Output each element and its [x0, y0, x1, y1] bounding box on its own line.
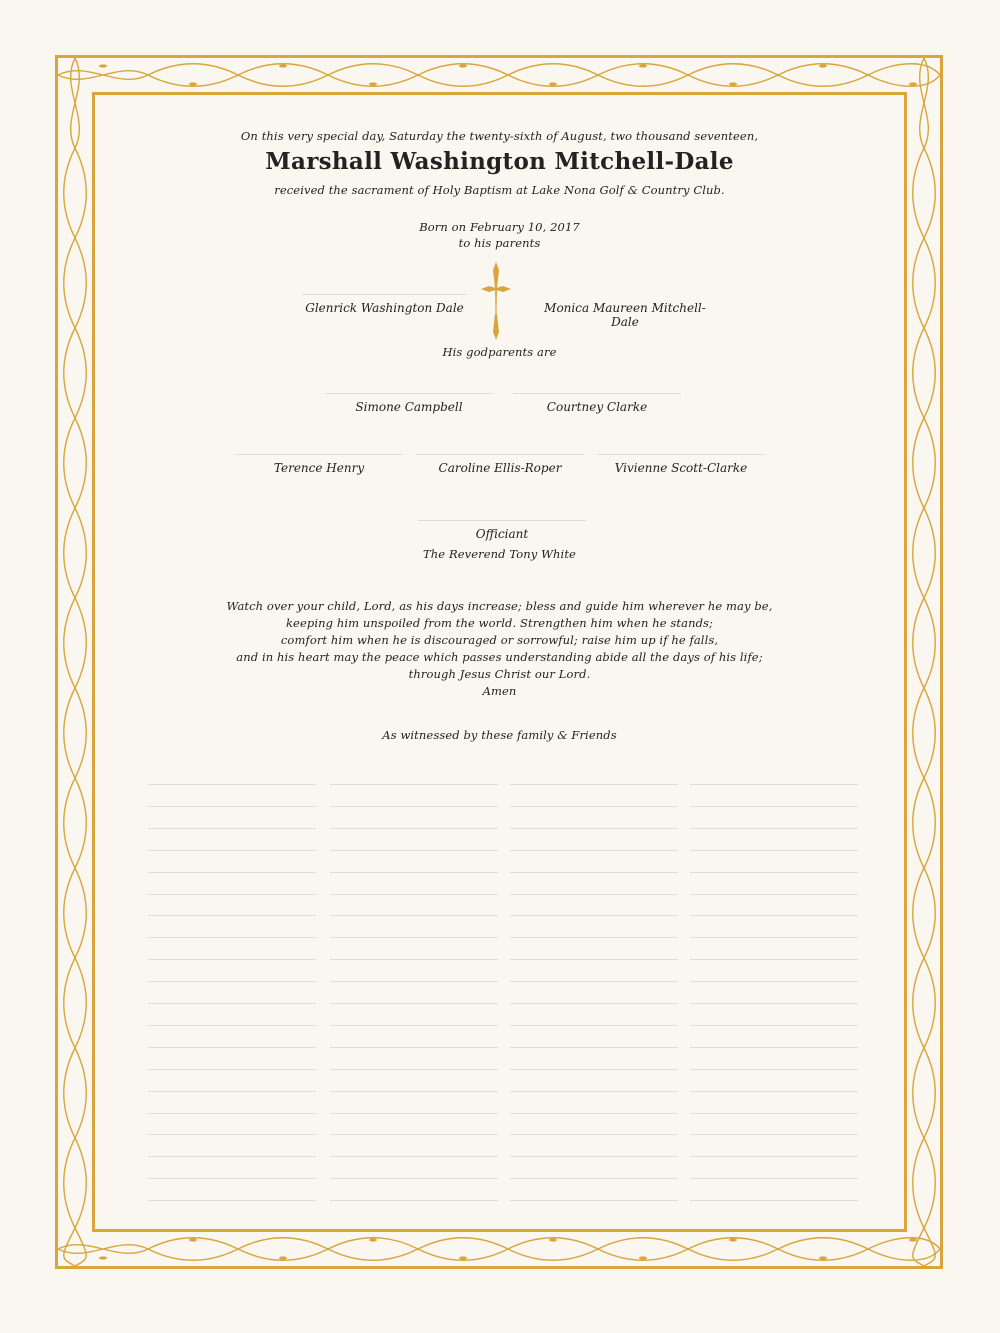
witness-signature-line[interactable] — [330, 828, 498, 829]
witness-signature-line[interactable] — [330, 1003, 498, 1004]
witness-signature-line[interactable] — [510, 1003, 678, 1004]
witness-signature-line[interactable] — [510, 981, 678, 982]
prayer-line-4: and in his heart may the peace which passes understanding abide all the days of his life; — [236, 650, 763, 664]
witness-signature-line[interactable] — [148, 872, 316, 873]
witness-signature-line[interactable] — [330, 850, 498, 851]
witness-signature-line[interactable] — [510, 915, 678, 916]
witness-signature-line[interactable] — [148, 1069, 316, 1070]
witness-signature-line[interactable] — [510, 894, 678, 895]
witness-signature-line[interactable] — [330, 872, 498, 873]
godparent-name: Terence Henry — [273, 461, 365, 475]
witness-signature-line[interactable] — [510, 1200, 678, 1201]
witness-signature-line[interactable] — [510, 959, 678, 960]
witness-signature-line[interactable] — [510, 1134, 678, 1135]
witness-signature-line[interactable] — [330, 1178, 498, 1179]
witness-signature-line[interactable] — [148, 981, 316, 982]
witness-signature-line[interactable] — [330, 894, 498, 895]
witness-signature-line[interactable] — [690, 981, 858, 982]
parent-name: Monica Maureen Mitchell-Dale — [544, 301, 706, 329]
witness-signature-line[interactable] — [510, 1113, 678, 1114]
witness-signature-line[interactable] — [690, 894, 858, 895]
prayer-line-3: comfort him when he is discouraged or sorrowful; raise him up if he falls, — [280, 633, 719, 647]
godparent-name: Vivienne Scott-Clarke — [614, 461, 748, 475]
witness-signature-line[interactable] — [330, 1156, 498, 1157]
witness-signature-line[interactable] — [690, 1178, 858, 1179]
witness-signature-line[interactable] — [690, 828, 858, 829]
certificate-body — [95, 95, 904, 1229]
witness-signature-line[interactable] — [510, 828, 678, 829]
witness-signature-line[interactable] — [690, 1200, 858, 1201]
witness-signature-line[interactable] — [148, 1178, 316, 1179]
gold-cross-icon — [481, 262, 511, 340]
officiant-label: Officiant — [475, 527, 529, 541]
witness-signature-line[interactable] — [690, 784, 858, 785]
witness-signature-line[interactable] — [690, 1134, 858, 1135]
parents-intro: to his parents — [458, 236, 541, 250]
witness-signature-line[interactable] — [690, 915, 858, 916]
witness-signature-line[interactable] — [510, 937, 678, 938]
witness-signature-line[interactable] — [510, 1025, 678, 1026]
vine-border-left — [58, 58, 92, 1266]
witness-signature-line[interactable] — [510, 1069, 678, 1070]
witness-signature-line[interactable] — [148, 784, 316, 785]
witness-signature-line[interactable] — [148, 1156, 316, 1157]
prayer-line-5: through Jesus Christ our Lord. — [408, 667, 591, 681]
witness-signature-line[interactable] — [510, 806, 678, 807]
witness-signature-line[interactable] — [148, 828, 316, 829]
opening-line: On this very special day, Saturday the twenty-sixth of August, two thousand seventeen, — [240, 129, 759, 143]
sacrament-line: received the sacrament of Holy Baptism at Lake Nona Golf & Country Club. — [274, 183, 725, 197]
witness-signature-line[interactable] — [690, 959, 858, 960]
witness-signature-line[interactable] — [330, 915, 498, 916]
witness-signature-line[interactable] — [510, 1178, 678, 1179]
witness-signature-line[interactable] — [148, 1047, 316, 1048]
witness-signature-line[interactable] — [148, 806, 316, 807]
witness-signature-line[interactable] — [330, 981, 498, 982]
witness-signature-line[interactable] — [330, 1134, 498, 1135]
godparents-intro: His godparents are — [442, 345, 557, 359]
godparent-signature-2[interactable] — [513, 393, 681, 414]
witness-signature-line[interactable] — [148, 1091, 316, 1092]
witness-signature-line[interactable] — [690, 872, 858, 873]
witness-signature-line[interactable] — [148, 959, 316, 960]
witness-signature-line[interactable] — [330, 806, 498, 807]
witness-signature-line[interactable] — [690, 1003, 858, 1004]
signature-line — [513, 393, 681, 394]
witness-signature-line[interactable] — [330, 937, 498, 938]
witness-signature-line[interactable] — [148, 1200, 316, 1201]
witness-signature-line[interactable] — [330, 1025, 498, 1026]
officiant-signature[interactable] — [418, 520, 586, 541]
signature-line — [418, 520, 586, 521]
witness-signature-line[interactable] — [690, 1091, 858, 1092]
godparent-signature-3[interactable] — [235, 454, 403, 475]
witness-signature-line[interactable] — [148, 850, 316, 851]
godparent-name: Courtney Clarke — [546, 400, 648, 414]
godparent-signature-5[interactable] — [597, 454, 765, 475]
witness-signature-line[interactable] — [330, 1113, 498, 1114]
witness-intro: As witnessed by these family & Friends — [382, 728, 617, 742]
vine-border-top — [58, 58, 940, 92]
parent-name: Glenrick Washington Dale — [305, 301, 464, 315]
signature-line — [302, 294, 467, 295]
witness-signature-line[interactable] — [510, 1047, 678, 1048]
witness-signature-line[interactable] — [510, 872, 678, 873]
witness-signature-line[interactable] — [148, 915, 316, 916]
godparent-signature-4[interactable] — [416, 454, 584, 475]
signature-line — [416, 454, 584, 455]
child-name: Marshall Washington Mitchell-Dale — [265, 148, 734, 175]
witness-signature-line[interactable] — [148, 937, 316, 938]
godparent-name: Caroline Ellis-Roper — [438, 461, 562, 475]
witness-signature-line[interactable] — [330, 1091, 498, 1092]
witness-signature-line[interactable] — [690, 806, 858, 807]
vine-border-bottom — [58, 1232, 940, 1266]
parent-signature-1[interactable] — [302, 294, 467, 315]
witness-signature-line[interactable] — [690, 1025, 858, 1026]
godparent-name: Simone Campbell — [355, 400, 463, 414]
witness-signature-line[interactable] — [148, 1113, 316, 1114]
witness-signature-line[interactable] — [330, 1069, 498, 1070]
born-line: Born on February 10, 2017 — [419, 220, 580, 234]
signature-line — [325, 393, 493, 394]
prayer-line-1: Watch over your child, Lord, as his days increase; bless and guide him wherever he may be, — [226, 599, 773, 613]
witness-signature-line[interactable] — [330, 1200, 498, 1201]
witness-signature-line[interactable] — [690, 937, 858, 938]
witness-signature-line[interactable] — [148, 1134, 316, 1135]
witness-signature-line[interactable] — [690, 1069, 858, 1070]
witness-signature-line[interactable] — [510, 1156, 678, 1157]
witness-signature-line[interactable] — [690, 1156, 858, 1157]
witness-signature-line[interactable] — [330, 959, 498, 960]
witness-signature-line[interactable] — [690, 850, 858, 851]
vine-border-right — [907, 58, 941, 1266]
signature-line — [597, 454, 765, 455]
witness-signature-line[interactable] — [510, 850, 678, 851]
godparent-signature-1[interactable] — [325, 393, 493, 414]
witness-signature-line[interactable] — [690, 1047, 858, 1048]
officiant-name: The Reverend Tony White — [423, 547, 576, 561]
witness-signature-line[interactable] — [148, 1003, 316, 1004]
signature-line — [235, 454, 403, 455]
witness-signature-line[interactable] — [330, 1047, 498, 1048]
prayer-amen: Amen — [482, 684, 517, 698]
parent-signature-2[interactable] — [535, 294, 715, 329]
witness-signature-line[interactable] — [690, 1113, 858, 1114]
witness-signature-line[interactable] — [148, 894, 316, 895]
witness-signature-line[interactable] — [510, 1091, 678, 1092]
prayer-line-2: keeping him unspoiled from the world. Strengthen him when he stands; — [285, 616, 714, 630]
witness-signature-line[interactable] — [330, 784, 498, 785]
witness-signature-line[interactable] — [148, 1025, 316, 1026]
witness-signature-line[interactable] — [510, 784, 678, 785]
